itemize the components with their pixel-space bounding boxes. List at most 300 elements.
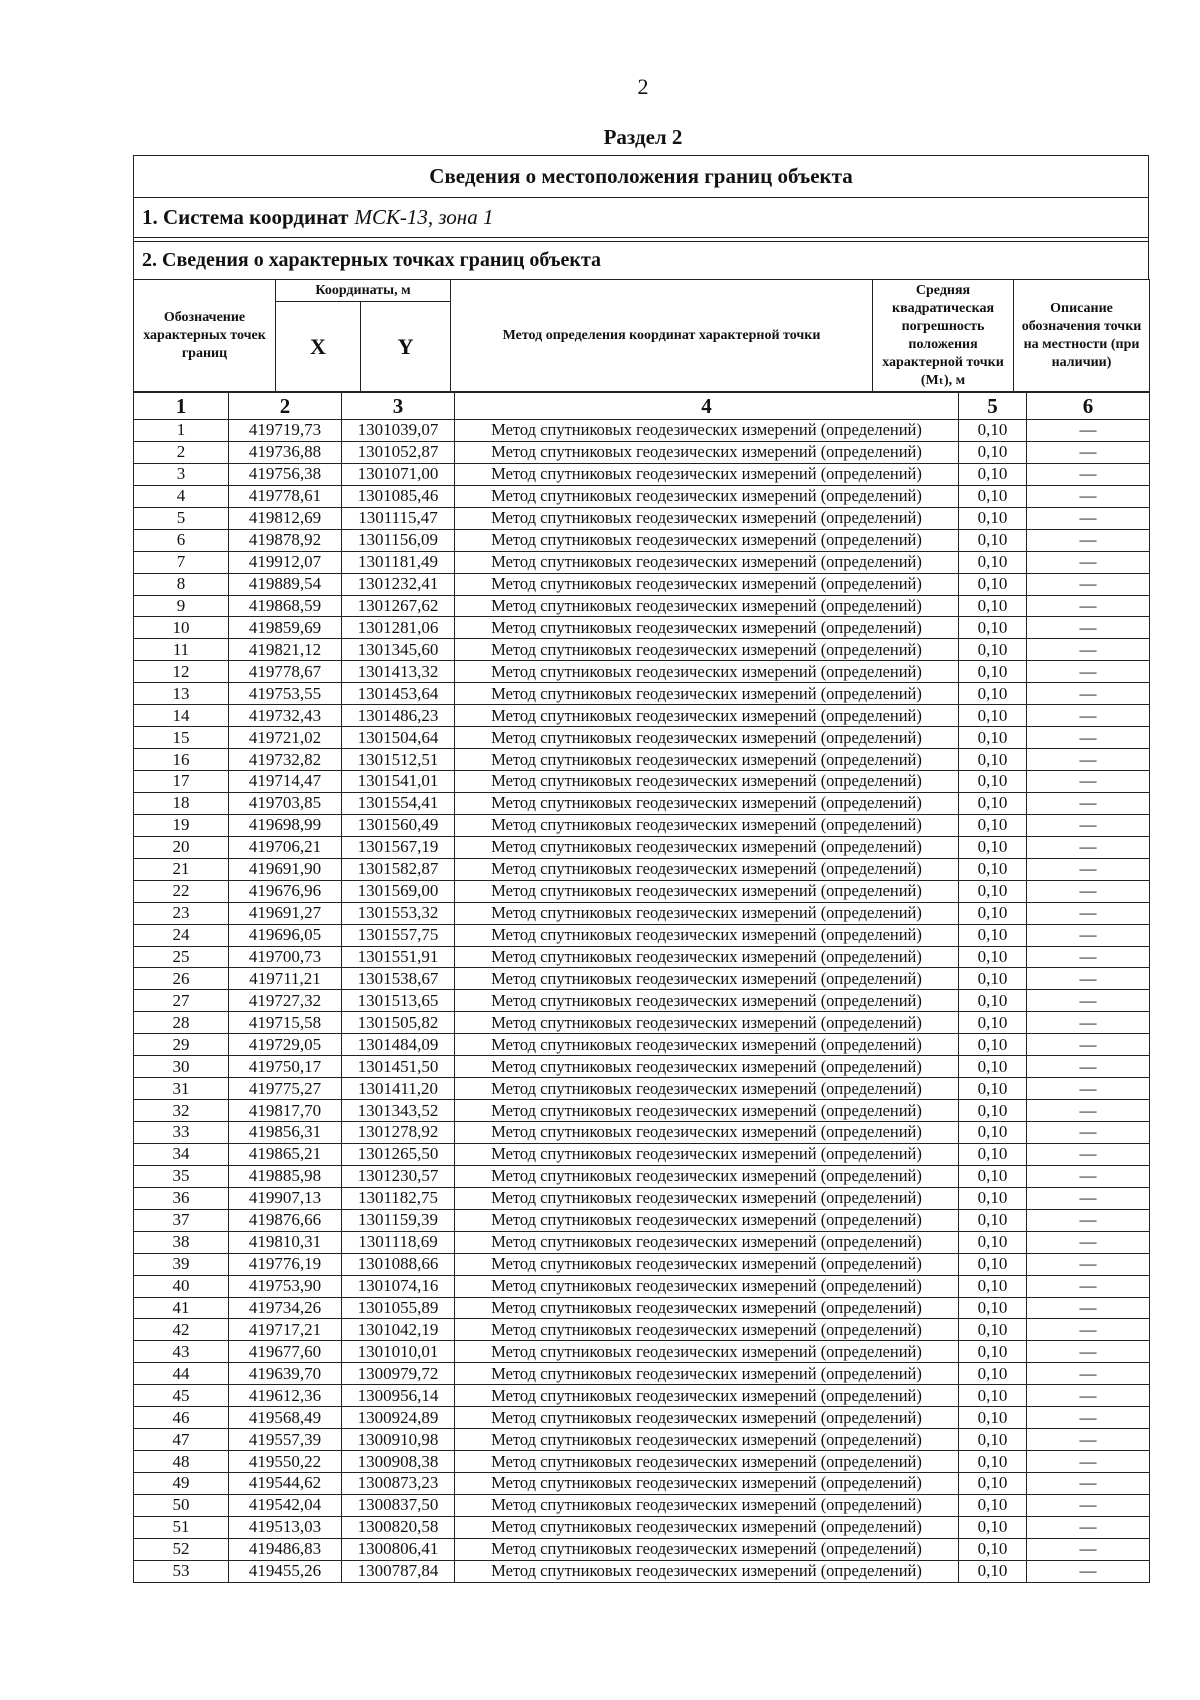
table-row bbox=[134, 639, 1150, 661]
table-row bbox=[134, 1209, 1150, 1231]
table-row bbox=[134, 441, 1150, 463]
x-coordinate: 419703,85 bbox=[229, 792, 342, 814]
method-cell: Метод спутниковых геодезических измерений (определений) bbox=[455, 705, 959, 727]
table-row bbox=[134, 1275, 1150, 1297]
point-number: 33 bbox=[134, 1122, 229, 1144]
method-cell: Метод спутниковых геодезических измерений (определений) bbox=[455, 1253, 959, 1275]
description-cell: — bbox=[1027, 880, 1150, 902]
description-cell: — bbox=[1027, 1319, 1150, 1341]
y-coordinate: 1301115,47 bbox=[342, 507, 455, 529]
points-title: 2. Сведения о характерных точках границ объекта bbox=[133, 241, 1149, 279]
error-cell: 0,10 bbox=[959, 420, 1027, 442]
x-coordinate: 419907,13 bbox=[229, 1187, 342, 1209]
y-coordinate: 1301567,19 bbox=[342, 836, 455, 858]
method-cell: Метод спутниковых геодезических измерений (определений) bbox=[455, 441, 959, 463]
point-number: 3 bbox=[134, 463, 229, 485]
error-cell: 0,10 bbox=[959, 1385, 1027, 1407]
description-cell: — bbox=[1027, 1473, 1150, 1495]
method-cell: Метод спутниковых геодезических измерений (определений) bbox=[455, 1078, 959, 1100]
description-cell: — bbox=[1027, 727, 1150, 749]
point-number: 20 bbox=[134, 836, 229, 858]
description-cell: — bbox=[1027, 1209, 1150, 1231]
method-cell: Метод спутниковых геодезических измерений (определений) bbox=[455, 968, 959, 990]
method-cell: Метод спутниковых геодезических измерений (определений) bbox=[455, 463, 959, 485]
description-cell: — bbox=[1027, 705, 1150, 727]
table-row bbox=[134, 771, 1150, 793]
x-coordinate: 419711,21 bbox=[229, 968, 342, 990]
table-row bbox=[134, 1538, 1150, 1560]
y-coordinate: 1300837,50 bbox=[342, 1494, 455, 1516]
table-row bbox=[134, 1012, 1150, 1034]
table-row bbox=[134, 1165, 1150, 1187]
description-cell: — bbox=[1027, 1385, 1150, 1407]
y-coordinate: 1301486,23 bbox=[342, 705, 455, 727]
table-row bbox=[134, 1341, 1150, 1363]
y-coordinate: 1300806,41 bbox=[342, 1538, 455, 1560]
point-number: 29 bbox=[134, 1034, 229, 1056]
y-coordinate: 1301538,67 bbox=[342, 968, 455, 990]
method-cell: Метод спутниковых геодезических измерений (определений) bbox=[455, 1341, 959, 1363]
error-cell: 0,10 bbox=[959, 1494, 1027, 1516]
method-cell: Метод спутниковых геодезических измерений (определений) bbox=[455, 1451, 959, 1473]
description-cell: — bbox=[1027, 1560, 1150, 1582]
x-coordinate: 419715,58 bbox=[229, 1012, 342, 1034]
y-coordinate: 1301504,64 bbox=[342, 727, 455, 749]
description-cell: — bbox=[1027, 683, 1150, 705]
point-number: 38 bbox=[134, 1231, 229, 1253]
x-coordinate: 419700,73 bbox=[229, 946, 342, 968]
description-cell: — bbox=[1027, 902, 1150, 924]
description-cell: — bbox=[1027, 858, 1150, 880]
y-coordinate: 1301278,92 bbox=[342, 1122, 455, 1144]
x-coordinate: 419778,61 bbox=[229, 485, 342, 507]
x-coordinate: 419753,55 bbox=[229, 683, 342, 705]
y-coordinate: 1300873,23 bbox=[342, 1473, 455, 1495]
x-coordinate: 419821,12 bbox=[229, 639, 342, 661]
column-number: 1 bbox=[134, 393, 229, 420]
x-coordinate: 419544,62 bbox=[229, 1473, 342, 1495]
error-cell: 0,10 bbox=[959, 529, 1027, 551]
method-cell: Метод спутниковых геодезических измерений (определений) bbox=[455, 595, 959, 617]
x-coordinate: 419753,90 bbox=[229, 1275, 342, 1297]
x-coordinate: 419812,69 bbox=[229, 507, 342, 529]
description-cell: — bbox=[1027, 507, 1150, 529]
error-cell: 0,10 bbox=[959, 771, 1027, 793]
method-cell: Метод спутниковых геодезических измерений (определений) bbox=[455, 814, 959, 836]
x-coordinate: 419736,88 bbox=[229, 441, 342, 463]
point-number: 53 bbox=[134, 1560, 229, 1582]
x-coordinate: 419639,70 bbox=[229, 1363, 342, 1385]
table-row bbox=[134, 529, 1150, 551]
table-row bbox=[134, 946, 1150, 968]
header-coordinates: Координаты, м bbox=[276, 280, 451, 302]
x-coordinate: 419775,27 bbox=[229, 1078, 342, 1100]
error-cell: 0,10 bbox=[959, 880, 1027, 902]
method-cell: Метод спутниковых геодезических измерений (определений) bbox=[455, 683, 959, 705]
error-cell: 0,10 bbox=[959, 1056, 1027, 1078]
x-coordinate: 419778,67 bbox=[229, 661, 342, 683]
point-number: 51 bbox=[134, 1516, 229, 1538]
x-coordinate: 419885,98 bbox=[229, 1165, 342, 1187]
description-cell: — bbox=[1027, 1297, 1150, 1319]
method-cell: Метод спутниковых геодезических измерений (определений) bbox=[455, 771, 959, 793]
table-row bbox=[134, 924, 1150, 946]
error-cell: 0,10 bbox=[959, 749, 1027, 771]
method-cell: Метод спутниковых геодезических измерений (определений) bbox=[455, 1100, 959, 1122]
x-coordinate: 419568,49 bbox=[229, 1407, 342, 1429]
method-cell: Метод спутниковых геодезических измерений (определений) bbox=[455, 1429, 959, 1451]
method-cell: Метод спутниковых геодезических измерений (определений) bbox=[455, 1165, 959, 1187]
error-cell: 0,10 bbox=[959, 1560, 1027, 1582]
description-cell: — bbox=[1027, 1253, 1150, 1275]
error-cell: 0,10 bbox=[959, 902, 1027, 924]
table-row bbox=[134, 1473, 1150, 1495]
table-row bbox=[134, 990, 1150, 1012]
point-number: 24 bbox=[134, 924, 229, 946]
x-coordinate: 419542,04 bbox=[229, 1494, 342, 1516]
error-cell: 0,10 bbox=[959, 968, 1027, 990]
points-table-header bbox=[133, 279, 1150, 392]
y-coordinate: 1301553,32 bbox=[342, 902, 455, 924]
table-row bbox=[134, 420, 1150, 442]
description-cell: — bbox=[1027, 1341, 1150, 1363]
error-cell: 0,10 bbox=[959, 573, 1027, 595]
y-coordinate: 1300956,14 bbox=[342, 1385, 455, 1407]
point-number: 31 bbox=[134, 1078, 229, 1100]
method-cell: Метод спутниковых геодезических измерений (определений) bbox=[455, 1363, 959, 1385]
method-cell: Метод спутниковых геодезических измерений (определений) bbox=[455, 1012, 959, 1034]
table-row bbox=[134, 1056, 1150, 1078]
y-coordinate: 1301039,07 bbox=[342, 420, 455, 442]
description-cell: — bbox=[1027, 1451, 1150, 1473]
method-cell: Метод спутниковых геодезических измерений (определений) bbox=[455, 1231, 959, 1253]
description-cell: — bbox=[1027, 1034, 1150, 1056]
error-cell: 0,10 bbox=[959, 1209, 1027, 1231]
method-cell: Метод спутниковых геодезических измерений (определений) bbox=[455, 1385, 959, 1407]
y-coordinate: 1301182,75 bbox=[342, 1187, 455, 1209]
table-row bbox=[134, 551, 1150, 573]
x-coordinate: 419889,54 bbox=[229, 573, 342, 595]
point-number: 15 bbox=[134, 727, 229, 749]
error-cell: 0,10 bbox=[959, 792, 1027, 814]
table-row bbox=[134, 485, 1150, 507]
description-cell: — bbox=[1027, 441, 1150, 463]
method-cell: Метод спутниковых геодезических измерений (определений) bbox=[455, 573, 959, 595]
table-row bbox=[134, 814, 1150, 836]
error-cell: 0,10 bbox=[959, 1297, 1027, 1319]
description-cell: — bbox=[1027, 1078, 1150, 1100]
header-designation: Обозначение характерных точек границ bbox=[134, 280, 276, 392]
coordinate-system-row bbox=[133, 197, 1149, 237]
table-row bbox=[134, 1231, 1150, 1253]
description-cell: — bbox=[1027, 968, 1150, 990]
y-coordinate: 1300979,72 bbox=[342, 1363, 455, 1385]
point-number: 16 bbox=[134, 749, 229, 771]
point-number: 44 bbox=[134, 1363, 229, 1385]
x-coordinate: 419856,31 bbox=[229, 1122, 342, 1144]
table-row bbox=[134, 1407, 1150, 1429]
description-cell: — bbox=[1027, 1494, 1150, 1516]
section-title: Раздел 2 bbox=[603, 125, 683, 149]
method-cell: Метод спутниковых геодезических измерений (определений) bbox=[455, 617, 959, 639]
method-cell: Метод спутниковых геодезических измерений (определений) bbox=[455, 485, 959, 507]
x-coordinate: 419557,39 bbox=[229, 1429, 342, 1451]
x-coordinate: 419706,21 bbox=[229, 836, 342, 858]
point-number: 30 bbox=[134, 1056, 229, 1078]
method-cell: Метод спутниковых геодезических измерений (определений) bbox=[455, 1122, 959, 1144]
y-coordinate: 1301074,16 bbox=[342, 1275, 455, 1297]
method-cell: Метод спутниковых геодезических измерений (определений) bbox=[455, 1297, 959, 1319]
error-cell: 0,10 bbox=[959, 1253, 1027, 1275]
error-cell: 0,10 bbox=[959, 617, 1027, 639]
error-cell: 0,10 bbox=[959, 1231, 1027, 1253]
y-coordinate: 1301551,91 bbox=[342, 946, 455, 968]
table-row bbox=[134, 595, 1150, 617]
method-cell: Метод спутниковых геодезических измерений (определений) bbox=[455, 639, 959, 661]
error-cell: 0,10 bbox=[959, 1473, 1027, 1495]
method-cell: Метод спутниковых геодезических измерений (определений) bbox=[455, 661, 959, 683]
y-coordinate: 1300908,38 bbox=[342, 1451, 455, 1473]
method-cell: Метод спутниковых геодезических измерений (определений) bbox=[455, 1275, 959, 1297]
error-cell: 0,10 bbox=[959, 595, 1027, 617]
method-cell: Метод спутниковых геодезических измерений (определений) bbox=[455, 1034, 959, 1056]
x-coordinate: 419727,32 bbox=[229, 990, 342, 1012]
error-cell: 0,10 bbox=[959, 1165, 1027, 1187]
table-row bbox=[134, 1122, 1150, 1144]
point-number: 6 bbox=[134, 529, 229, 551]
point-number: 47 bbox=[134, 1429, 229, 1451]
description-cell: — bbox=[1027, 573, 1150, 595]
y-coordinate: 1301181,49 bbox=[342, 551, 455, 573]
table-row bbox=[134, 858, 1150, 880]
description-cell: — bbox=[1027, 771, 1150, 793]
table-row bbox=[134, 1187, 1150, 1209]
table-row bbox=[134, 683, 1150, 705]
point-number: 11 bbox=[134, 639, 229, 661]
y-coordinate: 1301582,87 bbox=[342, 858, 455, 880]
point-number: 49 bbox=[134, 1473, 229, 1495]
description-cell: — bbox=[1027, 1056, 1150, 1078]
description-cell: — bbox=[1027, 1187, 1150, 1209]
error-cell: 0,10 bbox=[959, 1122, 1027, 1144]
table-row bbox=[134, 880, 1150, 902]
method-cell: Метод спутниковых геодезических измерений (определений) bbox=[455, 749, 959, 771]
method-cell: Метод спутниковых геодезических измерений (определений) bbox=[455, 727, 959, 749]
method-cell: Метод спутниковых геодезических измерений (определений) bbox=[455, 1056, 959, 1078]
x-coordinate: 419750,17 bbox=[229, 1056, 342, 1078]
x-coordinate: 419717,21 bbox=[229, 1319, 342, 1341]
error-cell: 0,10 bbox=[959, 463, 1027, 485]
method-cell: Метод спутниковых геодезических измерений (определений) bbox=[455, 792, 959, 814]
column-number: 2 bbox=[229, 393, 342, 420]
point-number: 13 bbox=[134, 683, 229, 705]
boundary-info-frame bbox=[133, 155, 1149, 1583]
y-coordinate: 1301453,64 bbox=[342, 683, 455, 705]
x-coordinate: 419691,90 bbox=[229, 858, 342, 880]
x-coordinate: 419876,66 bbox=[229, 1209, 342, 1231]
description-cell: — bbox=[1027, 1122, 1150, 1144]
y-coordinate: 1301512,51 bbox=[342, 749, 455, 771]
x-coordinate: 419721,02 bbox=[229, 727, 342, 749]
column-number: 5 bbox=[959, 393, 1027, 420]
point-number: 46 bbox=[134, 1407, 229, 1429]
error-cell: 0,10 bbox=[959, 1451, 1027, 1473]
header-error: Средняя квадратическая погрешность положения характерной точки (Mₜ), м bbox=[873, 280, 1014, 392]
method-cell: Метод спутниковых геодезических измерений (определений) bbox=[455, 858, 959, 880]
method-cell: Метод спутниковых геодезических измерений (определений) bbox=[455, 1516, 959, 1538]
description-cell: — bbox=[1027, 749, 1150, 771]
point-number: 37 bbox=[134, 1209, 229, 1231]
table-row bbox=[134, 792, 1150, 814]
x-coordinate: 419698,99 bbox=[229, 814, 342, 836]
y-coordinate: 1301560,49 bbox=[342, 814, 455, 836]
error-cell: 0,10 bbox=[959, 1275, 1027, 1297]
table-row bbox=[134, 705, 1150, 727]
y-coordinate: 1301010,01 bbox=[342, 1341, 455, 1363]
coordinate-system-value: МСК-13, зона 1 bbox=[354, 205, 494, 229]
x-coordinate: 419696,05 bbox=[229, 924, 342, 946]
description-cell: — bbox=[1027, 836, 1150, 858]
method-cell: Метод спутниковых геодезических измерений (определений) bbox=[455, 1187, 959, 1209]
error-cell: 0,10 bbox=[959, 1100, 1027, 1122]
description-cell: — bbox=[1027, 1100, 1150, 1122]
point-number: 19 bbox=[134, 814, 229, 836]
point-number: 45 bbox=[134, 1385, 229, 1407]
y-coordinate: 1301541,01 bbox=[342, 771, 455, 793]
y-coordinate: 1301513,65 bbox=[342, 990, 455, 1012]
error-cell: 0,10 bbox=[959, 639, 1027, 661]
point-number: 34 bbox=[134, 1143, 229, 1165]
y-coordinate: 1301265,50 bbox=[342, 1143, 455, 1165]
method-cell: Метод спутниковых геодезических измерений (определений) bbox=[455, 420, 959, 442]
table-row bbox=[134, 661, 1150, 683]
page-number: 2 bbox=[637, 74, 649, 99]
description-cell: — bbox=[1027, 420, 1150, 442]
method-cell: Метод спутниковых геодезических измерений (определений) bbox=[455, 1319, 959, 1341]
description-cell: — bbox=[1027, 1429, 1150, 1451]
error-cell: 0,10 bbox=[959, 1429, 1027, 1451]
table-row bbox=[134, 1385, 1150, 1407]
error-cell: 0,10 bbox=[959, 1143, 1027, 1165]
y-coordinate: 1301267,62 bbox=[342, 595, 455, 617]
column-number: 4 bbox=[455, 393, 959, 420]
point-number: 48 bbox=[134, 1451, 229, 1473]
table-row bbox=[134, 968, 1150, 990]
error-cell: 0,10 bbox=[959, 683, 1027, 705]
method-cell: Метод спутниковых геодезических измерений (определений) bbox=[455, 551, 959, 573]
table-row bbox=[134, 507, 1150, 529]
error-cell: 0,10 bbox=[959, 507, 1027, 529]
y-coordinate: 1301505,82 bbox=[342, 1012, 455, 1034]
y-coordinate: 1301088,66 bbox=[342, 1253, 455, 1275]
error-cell: 0,10 bbox=[959, 1341, 1027, 1363]
y-coordinate: 1301156,09 bbox=[342, 529, 455, 551]
y-coordinate: 1301055,89 bbox=[342, 1297, 455, 1319]
description-cell: — bbox=[1027, 1275, 1150, 1297]
table-row bbox=[134, 1363, 1150, 1385]
table-row bbox=[134, 749, 1150, 771]
point-number: 25 bbox=[134, 946, 229, 968]
point-number: 52 bbox=[134, 1538, 229, 1560]
description-cell: — bbox=[1027, 990, 1150, 1012]
x-coordinate: 419756,38 bbox=[229, 463, 342, 485]
description-cell: — bbox=[1027, 595, 1150, 617]
description-cell: — bbox=[1027, 814, 1150, 836]
error-cell: 0,10 bbox=[959, 946, 1027, 968]
error-cell: 0,10 bbox=[959, 1319, 1027, 1341]
header-description: Описание обозначения точки на местности (при наличии) bbox=[1014, 280, 1150, 392]
description-cell: — bbox=[1027, 924, 1150, 946]
error-cell: 0,10 bbox=[959, 990, 1027, 1012]
point-number: 21 bbox=[134, 858, 229, 880]
y-coordinate: 1301071,00 bbox=[342, 463, 455, 485]
point-number: 2 bbox=[134, 441, 229, 463]
point-number: 8 bbox=[134, 573, 229, 595]
x-coordinate: 419486,83 bbox=[229, 1538, 342, 1560]
block-title: Сведения о местоположения границ объекта bbox=[133, 155, 1149, 197]
table-row bbox=[134, 1429, 1150, 1451]
description-cell: — bbox=[1027, 1407, 1150, 1429]
description-cell: — bbox=[1027, 1143, 1150, 1165]
table-row bbox=[134, 1143, 1150, 1165]
point-number: 32 bbox=[134, 1100, 229, 1122]
y-coordinate: 1301118,69 bbox=[342, 1231, 455, 1253]
point-number: 1 bbox=[134, 420, 229, 442]
point-number: 17 bbox=[134, 771, 229, 793]
error-cell: 0,10 bbox=[959, 1538, 1027, 1560]
description-cell: — bbox=[1027, 485, 1150, 507]
description-cell: — bbox=[1027, 551, 1150, 573]
points-table bbox=[133, 392, 1150, 1583]
table-row bbox=[134, 1297, 1150, 1319]
coordinate-system-label: 1. Система координат bbox=[142, 205, 349, 229]
point-number: 18 bbox=[134, 792, 229, 814]
x-coordinate: 419714,47 bbox=[229, 771, 342, 793]
x-coordinate: 419719,73 bbox=[229, 420, 342, 442]
point-number: 4 bbox=[134, 485, 229, 507]
y-coordinate: 1300910,98 bbox=[342, 1429, 455, 1451]
point-number: 10 bbox=[134, 617, 229, 639]
method-cell: Метод спутниковых геодезических измерений (определений) bbox=[455, 902, 959, 924]
table-row bbox=[134, 1100, 1150, 1122]
table-row bbox=[134, 463, 1150, 485]
table-row bbox=[134, 1034, 1150, 1056]
y-coordinate: 1301484,09 bbox=[342, 1034, 455, 1056]
x-coordinate: 419455,26 bbox=[229, 1560, 342, 1582]
x-coordinate: 419734,26 bbox=[229, 1297, 342, 1319]
method-cell: Метод спутниковых геодезических измерений (определений) bbox=[455, 1407, 959, 1429]
x-coordinate: 419776,19 bbox=[229, 1253, 342, 1275]
method-cell: Метод спутниковых геодезических измерений (определений) bbox=[455, 946, 959, 968]
header-method: Метод определения координат характерной точки bbox=[451, 280, 873, 392]
y-coordinate: 1301345,60 bbox=[342, 639, 455, 661]
x-coordinate: 419817,70 bbox=[229, 1100, 342, 1122]
table-row bbox=[134, 1253, 1150, 1275]
method-cell: Метод спутниковых геодезических измерений (определений) bbox=[455, 1473, 959, 1495]
x-coordinate: 419865,21 bbox=[229, 1143, 342, 1165]
error-cell: 0,10 bbox=[959, 1407, 1027, 1429]
x-coordinate: 419732,82 bbox=[229, 749, 342, 771]
x-coordinate: 419868,59 bbox=[229, 595, 342, 617]
method-cell: Метод спутниковых геодезических измерений (определений) bbox=[455, 990, 959, 1012]
table-row bbox=[134, 836, 1150, 858]
table-row bbox=[134, 1560, 1150, 1582]
x-coordinate: 419729,05 bbox=[229, 1034, 342, 1056]
table-row bbox=[134, 902, 1150, 924]
method-cell: Метод спутниковых геодезических измерений (определений) bbox=[455, 924, 959, 946]
error-cell: 0,10 bbox=[959, 441, 1027, 463]
description-cell: — bbox=[1027, 463, 1150, 485]
